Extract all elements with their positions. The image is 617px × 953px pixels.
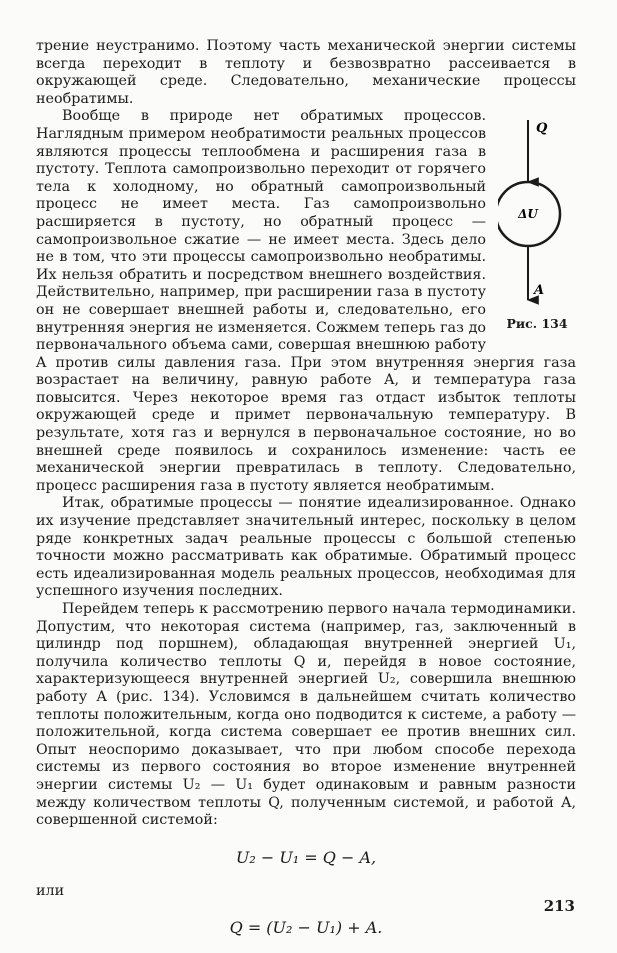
figure-134 — [498, 114, 576, 336]
paragraph-2: Вообще в природе нет обратимых процессов. Наглядным примером необратимости реальных процессов являются процессы теплообмена и расширения газа в пустоту. Теплота самопроизвольно переходит от горячего тела к холодному, но обратный самопроизвольный процесс не имеет места. Газ самопроизвольно расширяется в пустоту, но обратный процесс — самопроизвольное сжатие — не имеет места. Здесь дело не в том, что эти процессы самопроизвольно необратимы. Их нельзя обратить и посредством внешнего воздействия. Действительно, например, при расширении газа в пустоту он не совершает внешней работы и, следовательно, его внутренняя энергия не изменяется. Сожмем теперь газ до первоначального объема сами, совершая внешнюю работу A против силы давления газа. При этом внутренняя энергия газа возрастает на величину, равную работе A, и температура газа повысится. Через некоторое время газ отдаст избыток теплоты окружающей среде и примет первоначальную температуру. В результате, хотя газ и вернулся в первоначальное состояние, но во внешней среде появилось и сохранилось изменение: часть ее механической энергии превратилась в теплоту. Следовательно, процесс расширения газа в пустоту является необратимым. — [36, 108, 576, 494]
label-delta-u: ΔU — [518, 207, 538, 222]
figure-caption: Рис. 134 — [506, 316, 568, 332]
label-a: A — [534, 283, 545, 299]
paragraph-3: Итак, обратимые процессы — понятие идеализированное. Однако их изучение представляет значительный интерес, поскольку в целом ряде конкретных задач реальные процессы с большой степенью точности можно рассматривать как обратимые. Обратимый процесс есть идеализированная модель реальных процессов, необходимая для успешного изучения последних. — [36, 495, 576, 600]
paragraph-4: Перейдем теперь к рассмотрению первого начала термодинамики. Допустим, что некоторая система (например, газ, заключенный в цилиндр под поршнем), обладающая внутренней энергией U₁, получила количество теплоты Q и, перейдя в новое состояние, характеризующееся внутренней энергией U₂, совершила внешнюю работу A (рис. 134). Условимся в дальнейшем считать количество теплоты положительным, когда оно подводится к системе, а работу — положительной, когда система совершает ее против внешних сил. Опыт неоспоримо доказывает, что при любом способе перехода системы из первого состояния во второе изменение внутренней энергии системы U₂ — U₁ будет одинаковым и равным разности между количеством теплоты Q, полученным системой, и работой A, совершенной системой: — [36, 601, 576, 829]
paragraph-1: трение неустранимо. Поэтому часть механической энергии системы всегда переходит в теплоту и безвозвратно рассеивается в окружающей среде. Следовательно, механические процессы необратимы. — [36, 38, 576, 107]
equation-2: Q = (U₂ − U₁) + A. — [229, 918, 383, 938]
or-text: или — [36, 882, 65, 899]
energy-diagram — [498, 114, 576, 314]
page-body — [36, 38, 576, 953]
equation-1: U₂ − U₁ = Q − A, — [235, 847, 377, 867]
label-q: Q — [536, 121, 548, 137]
page-number: 213 — [543, 897, 575, 915]
